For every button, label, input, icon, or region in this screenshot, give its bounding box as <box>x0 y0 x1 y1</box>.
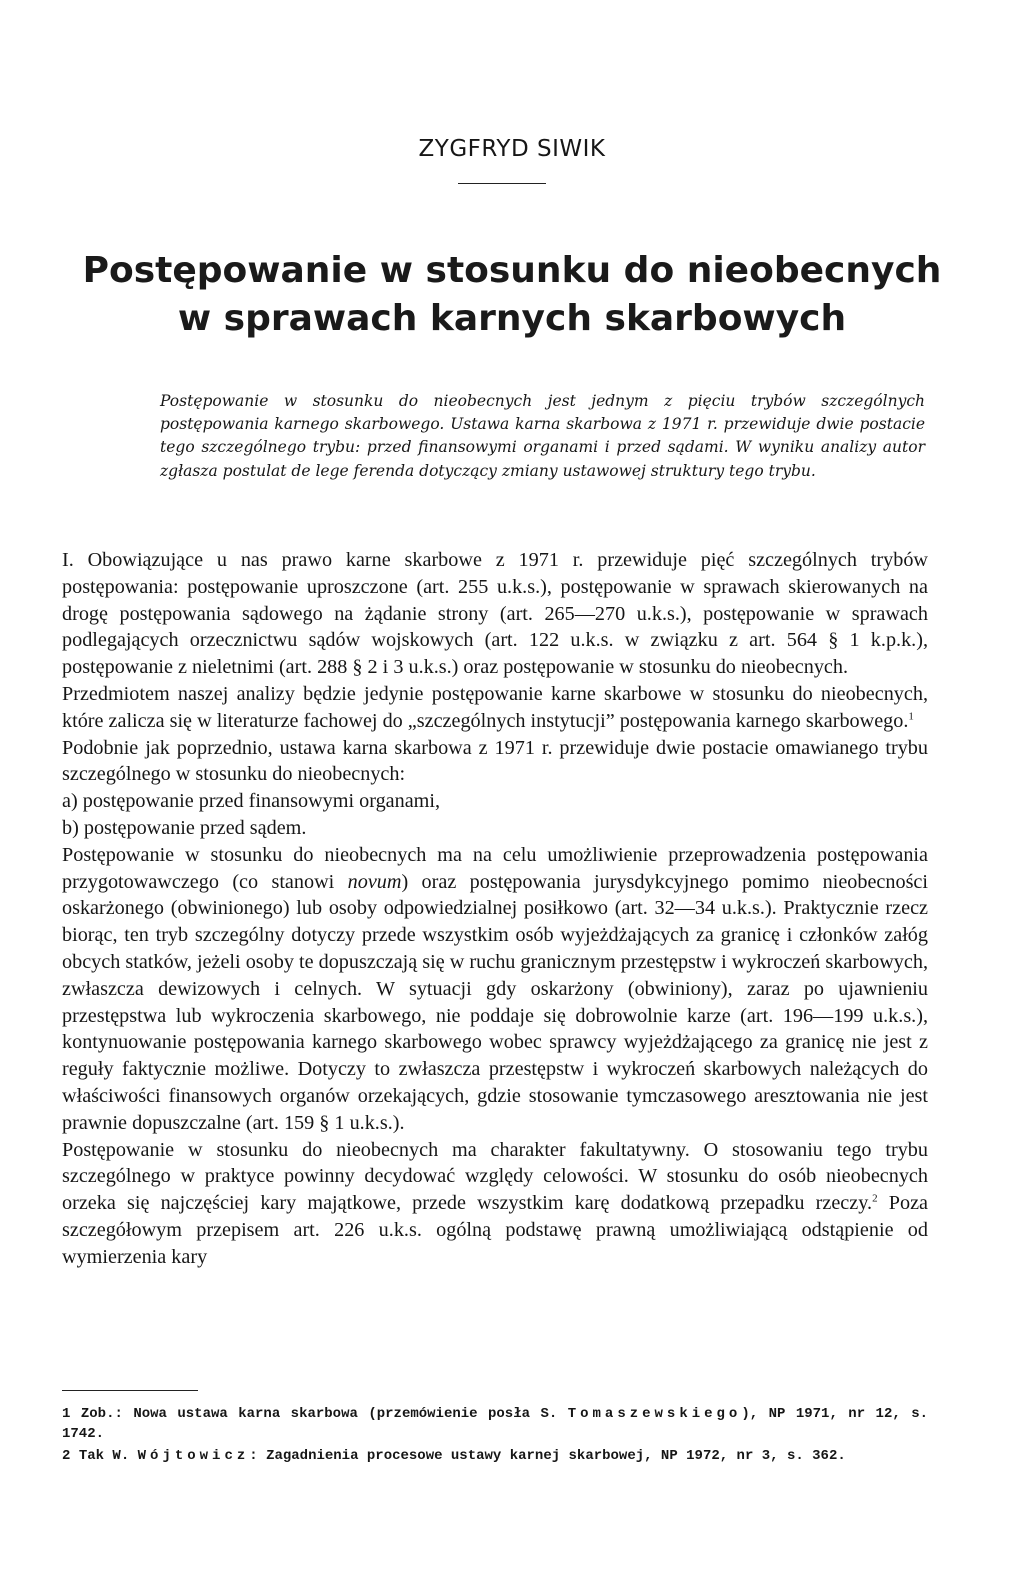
paragraph-4-start: Postępowanie w stosunku do nieobecnych ma na celu umożliwienie przeprowadzenia postępowania przygotowawczego (co stanowi <box>62 843 928 893</box>
abstract: Postępowanie w stosunku do nieobecnych jest jednym z pięciu trybów szczególnych postępowania karnego skarbowego. Ustawa karna skarbowa z 1971 r. przewiduje dwie postacie tego szczególnego trybu: przed finansowymi organami i przed sądami. W wyniku analizy autor zgłasza postulat de lege ferenda dotyczący zmiany ustawowej struktury tego trybu. <box>160 392 925 480</box>
article-body <box>62 547 928 1271</box>
footnote-2-text-b: : Zagadnienia procesowe ustawy karnej skarbowej, NP 1972, nr 3, s. 362. <box>249 1448 846 1464</box>
paragraph-4-end: ) oraz postępowania jurysdykcyjnego pomimo nieobecności oskarżonego (obwinionego) lub osoby odpowiedzialnej posiłkowo (art. 32—34 u.k.s.). Praktycznie rzecz biorąc, ten tryb szczególny dotyczy przede wszystkim osób wyjeżdżających za granicę i członków załóg obcych statków, jeżeli osoby te dopuszczają się w ruchu granicznym przestępstw i wykroczeń skarbowych, zwłaszcza dewizowych i celnych. W sytuacji gdy oskarżony (obwiniony), zaraz po ujawnieniu przestępstwa lub wykroczenia skarbowego, nie poddaje się dobrowolnie karze (art. 196—199 u.k.s.), kontynuowanie postępowania karnego skarbowego wobec sprawcy wyjeżdżającego za granicę nie jest z reguły faktycznie możliwe. Dotyczy to zwłaszcza przestępstw i wykroczeń skarbowych należących do właściwości finansowych organów orzekających, gdzie stosowanie tymczasowego aresztowania nie jest prawnie dopuszczalne (art. 159 § 1 u.k.s.). <box>62 870 929 1134</box>
list-item-b: b) postępowanie przed sądem. <box>62 816 307 839</box>
footnote-ref-1: 1 <box>908 710 914 723</box>
paragraph-2 <box>62 681 928 735</box>
paragraph-4 <box>62 842 928 1137</box>
paragraph-5 <box>62 1137 928 1271</box>
footnote-2-number: 2 <box>62 1448 71 1464</box>
footnote-1 <box>62 1404 928 1444</box>
paragraph-5-start: Postępowanie w stosunku do nieobecnych ma charakter fakultatywny. O stosowaniu tego trybu szczególnego w praktyce powinny decydować względy celowości. W stosunku do osób nieobecnych orzeka się najczęściej kary majątkowe, przede wszystkim karę dodatkową przepadku rzeczy. <box>62 1138 928 1215</box>
footnote-1-text-b: ), NP 1971, nr 12, s. 1742. <box>62 1406 929 1442</box>
article-title-line-1: Postępowanie w stosunku do nieobecnych <box>82 250 942 291</box>
footnote-ref-2: 2 <box>872 1192 878 1205</box>
footnote-1-name: Tomaszewskiego <box>567 1406 742 1422</box>
paragraph-3: Podobnie jak poprzednio, ustawa karna skarbowa z 1971 r. przewiduje dwie postacie omawianego trybu szczególnego w stosunku do nieobecnych: <box>62 736 928 786</box>
article-title-line-2: w sprawach karnych skarbowych <box>177 298 847 339</box>
footnote-2-name: Wójtowicz <box>137 1448 250 1464</box>
footnote-1-text-a: Zob.: Nowa ustawa karna skarbowa (przemówienie posła S. <box>80 1406 558 1422</box>
footnote-2 <box>62 1446 928 1466</box>
author-name: ZYGFRYD SIWIK <box>418 136 606 162</box>
footnote-1-number: 1 <box>62 1406 71 1422</box>
footnote-2-text-a: Tak W. <box>78 1448 130 1464</box>
paragraph-5-end: Poza szczegółowym przepisem art. 226 u.k.s. ogólną podstawę prawną umożliwiającą odstąpienie od wymierzenia kary <box>62 1192 928 1268</box>
footnotes <box>62 1404 928 1468</box>
paragraph-1: I. Obowiązujące u nas prawo karne skarbowe z 1971 r. przewiduje pięć szczególnych trybów postępowania: postępowanie uproszczone (art. 255 u.k.s.), postępowanie w sprawach skierowanych na drogę postępowania sądowego na żądanie strony (art. 265—270 u.k.s.), postępowanie w sprawach podlegających orzecznictwu sądów wojskowych (art. 122 u.k.s. w związku z art. 564 § 1 k.p.k.), postępowanie z nieletnimi (art. 288 § 2 i 3 u.k.s.) oraz postępowanie w stosunku do nieobecnych. <box>62 549 928 679</box>
title-divider <box>458 183 546 184</box>
list-item-a: a) postępowanie przed finansowymi organami, <box>62 790 441 813</box>
paragraph-4-italic: novum <box>347 870 402 893</box>
paragraph-2-text: Przedmiotem naszej analizy będzie jedynie postępowanie karne skarbowe w stosunku do nieobecnych, które zalicza się w literaturze fachowej do „szczególnych instytucji” postępowania karnego skarbowego. <box>62 682 928 732</box>
footnote-divider <box>62 1390 198 1391</box>
